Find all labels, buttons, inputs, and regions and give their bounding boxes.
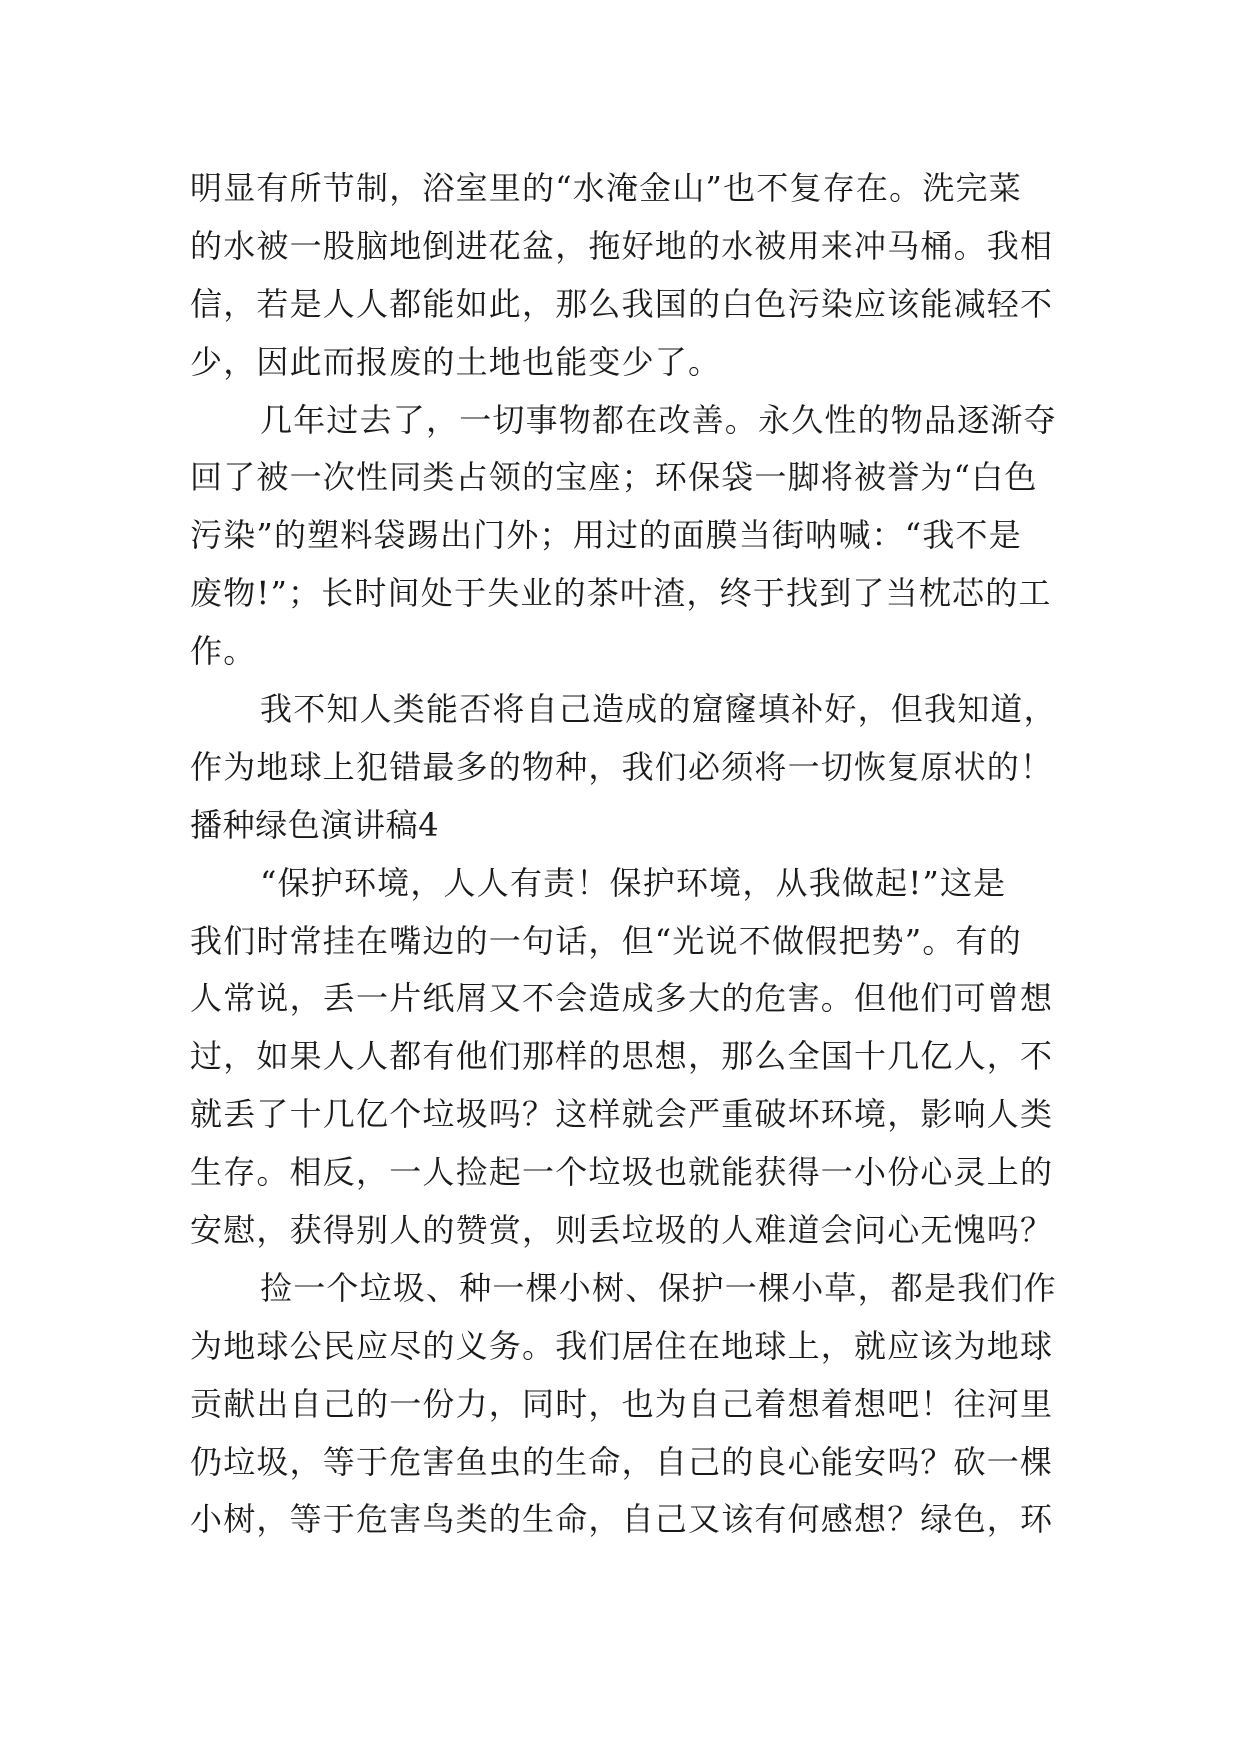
text-line: 作为地球上犯错最多的物种，我们必须将一切恢复原状的！ [190,747,1054,786]
text-line: 小树，等于危害鸟类的生命，自己又该有何感想？绿色，环 [190,1500,1054,1539]
text-line: 废物!”；长时间处于失业的茶叶渣，终于找到了当枕芯的工 [190,574,1052,613]
document-body [190,160,1060,1549]
text-line: 我们时常挂在嘴边的一句话，但“光说不做假把势”。有的 [190,921,1022,960]
text-line: 人常说，丢一片纸屑又不会造成多大的危害。但他们可曾想 [190,979,1054,1018]
text-line: 为地球公民应尽的义务。我们居住在地球上，就应该为地球 [190,1326,1054,1365]
paragraph-first-line: 我不知人类能否将自己造成的窟窿填补好，但我知道， [260,690,1057,729]
text-line: 少，因此而报废的土地也能变少了。 [190,342,722,381]
text-line: 生存。相反，一人捡起一个垃圾也就能获得一小份心灵上的 [190,1153,1054,1192]
paragraph-first-line: 捡一个垃圾、种一棵小树、保护一棵小草，都是我们作 [260,1268,1057,1307]
paragraph-first-line: 几年过去了，一切事物都在改善。永久性的物品逐渐夺 [260,400,1057,439]
text-line: 安慰，获得别人的赞赏，则丢垃圾的人难道会问心无愧吗？ [190,1211,1054,1250]
section-heading: 播种绿色演讲稿4 [190,805,440,844]
text-line: 信，若是人人都能如此，那么我国的白色污染应该能减轻不 [190,284,1054,323]
text-line: 作。 [190,632,257,671]
text-line: 就丢了十几亿个垃圾吗？这样就会严重破坏环境，影响人类 [190,1095,1054,1134]
text-line: 明显有所节制，浴室里的“水淹金山”也不复存在。洗完菜 [190,169,1022,207]
text-line: 回了被一次性同类占领的宝座；环保袋一脚将被誉为“白色 [190,458,1038,497]
paragraph-first-line: “保护环境，人人有责！保护环境，从我做起!”这是 [260,863,1007,902]
text-line: 仍垃圾，等于危害鱼虫的生命，自己的良心能安吗？砍一棵 [190,1442,1054,1481]
text-line: 污染”的塑料袋踢出门外；用过的面膜当街呐喊：“我不是 [190,516,1022,555]
text-line: 过，如果人人都有他们那样的思想，那么全国十几亿人，不 [190,1037,1054,1076]
text-line: 的水被一股脑地倒进花盆，拖好地的水被用来冲马桶。我相 [190,226,1054,265]
text-line: 贡献出自己的一份力，同时，也为自己着想着想吧！往河里 [190,1384,1054,1423]
